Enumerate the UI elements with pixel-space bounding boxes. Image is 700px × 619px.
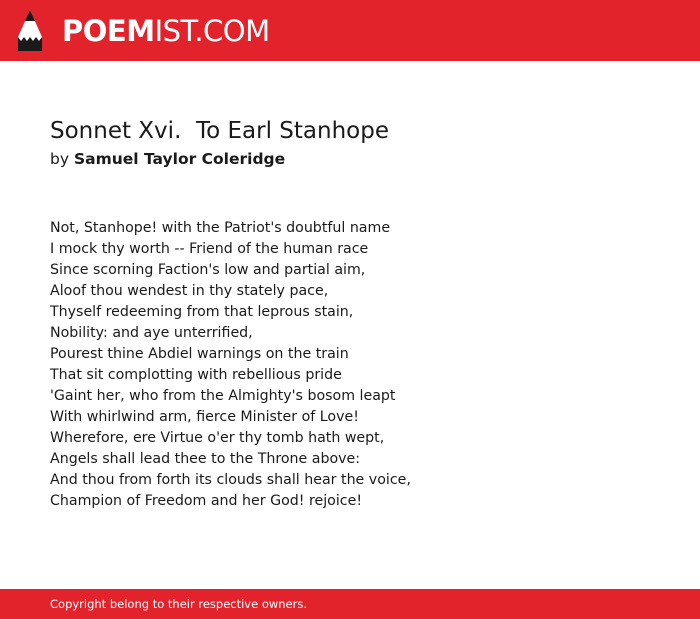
logo-text-bold: POEM bbox=[62, 14, 155, 48]
site-footer bbox=[0, 589, 700, 619]
poem-line: Not, Stanhope! with the Patriot's doubtful name bbox=[50, 220, 391, 236]
logo-text-light: IST.COM bbox=[154, 14, 270, 48]
poem-title: Sonnet Xvi. To Earl Stanhope bbox=[50, 118, 389, 144]
by-label: by bbox=[50, 150, 70, 168]
poem-line: Nobility: and aye unterrified, bbox=[50, 325, 253, 341]
site-header bbox=[0, 0, 700, 61]
site-logo[interactable] bbox=[62, 11, 270, 51]
poem-line: That sit complotting with rebellious pride bbox=[50, 367, 342, 383]
poem-line: Thyself redeeming from that leprous stain, bbox=[50, 304, 354, 320]
copyright-text: Copyright belong to their respective owners. bbox=[50, 597, 308, 611]
poem-line: Champion of Freedom and her God! rejoice! bbox=[50, 493, 363, 509]
poem-line: And thou from forth its clouds shall hear the voice, bbox=[50, 472, 411, 488]
author-name: Samuel Taylor Coleridge bbox=[73, 150, 286, 168]
poem-line: Since scorning Faction's low and partial aim, bbox=[50, 262, 366, 278]
pencil-tip-icon[interactable] bbox=[18, 10, 42, 51]
poem-line: I mock thy worth -- Friend of the human race bbox=[50, 241, 369, 257]
poem-byline bbox=[50, 148, 285, 170]
poem-line: Pourest thine Abdiel warnings on the train bbox=[50, 346, 349, 362]
poem-line: With whirlwind arm, fierce Minister of Love! bbox=[50, 409, 359, 425]
poem-body bbox=[50, 218, 411, 512]
poem-line: Aloof thou wendest in thy stately pace, bbox=[50, 283, 329, 299]
poem-line: 'Gaint her, who from the Almighty's bosom leapt bbox=[50, 388, 396, 404]
poem-line: Angels shall lead thee to the Throne above: bbox=[50, 451, 361, 467]
poem-line: Wherefore, ere Virtue o'er thy tomb hath wept, bbox=[50, 430, 385, 446]
